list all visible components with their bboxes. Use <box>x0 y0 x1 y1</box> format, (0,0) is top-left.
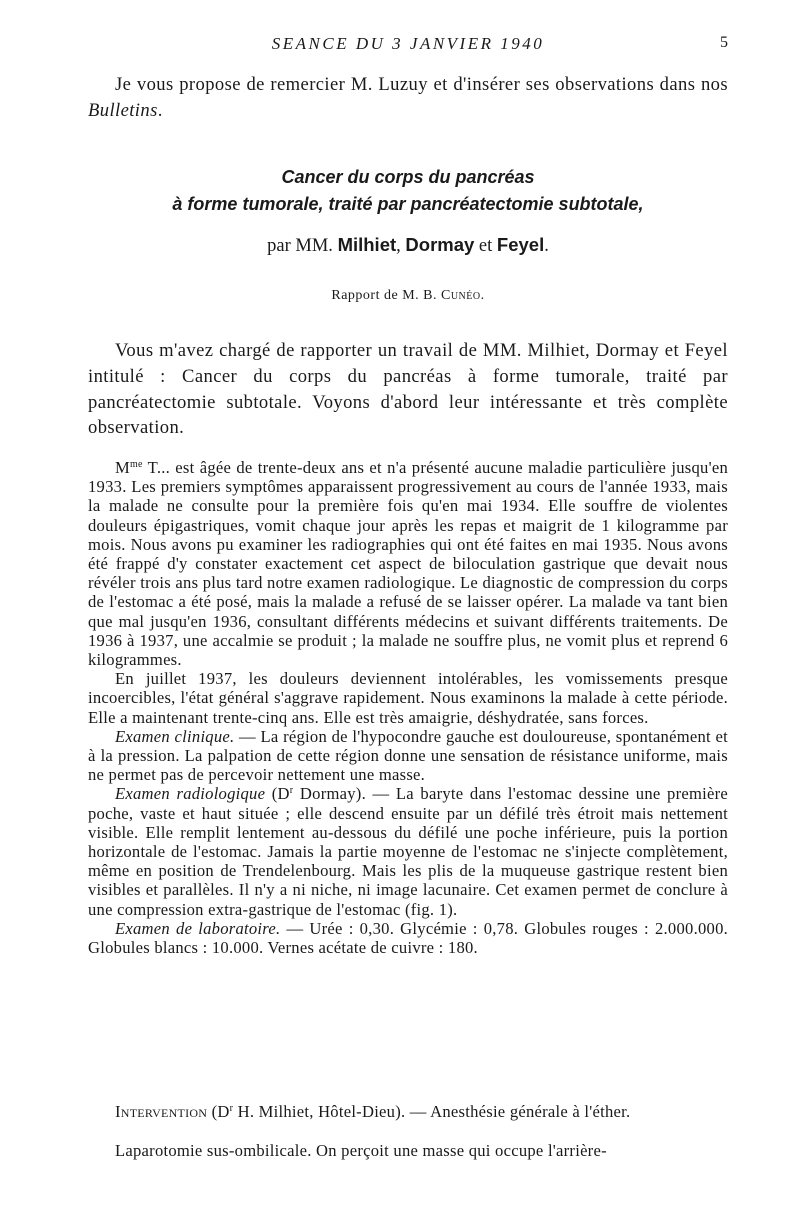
report-end: . <box>480 288 485 303</box>
author-dormay: Dormay <box>405 234 475 255</box>
title-line-1: Cancer du corps du pancréas <box>281 167 535 187</box>
observation-paragraph-1: $M^{me}$ T... est âgée de trente-deux ans et n'a présenté aucune maladie particulière jusqu'en 1933. Les premiers symptômes apparaissent progressivement au cours de l'année 1933, mais la malade ne consulte pour la première fois qu'en mai 1934. Elle souffre de violentes douleurs épigastriques, vomit chaque jour après les repas et maigrit de 1 kilogramme par mois. Nous avons pu examiner les radiographies qui ont été faites en mai 1935. Nous avons été frappé d'y constater exactement cet aspect de biloculation gastrique que devait nous révéler trois ans plus tard notre examen radiologique. Le diagnostic de compression du corps de l'estomac a été posé, mais la malade a refusé de se laisser opérer. La malade va tant bien que mal jusqu'en 1936, consultant différents médecins et suivant différents traitements. De 1936 à 1937, une accalmie se produit ; la malade ne souffre plus, ne vomit plus et reprend 6 kilogrammes. <box>88 458 728 670</box>
laboratory-exam-paragraph: Examen de laboratoire. — Urée : 0,30. Glycémie : 0,78. Globules rouges : 2.000.000. Globules blancs : 10.000. Vernes acétate de cuivre : 180. <box>88 918 729 958</box>
laparotomy-line: Laparotomie sus-ombilicale. On perçoit une masse qui occupe l'arrière- <box>115 1141 607 1160</box>
observation-paragraph-2: En juillet 1937, les douleurs deviennent intolérables, les vomissements presque incoercibles, l'état général s'aggrave rapidement. Nous examinons la malade à cette période. Elle a maintenant trente-cinq ans. Elle est très amaigrie, déshydratée, sans forces. <box>88 669 728 727</box>
report-text: Vous m'avez chargé de rapporter un travail de MM. Milhiet, Dormay et Feyel intitulé : Cancer du corps du pancréas à forme tumorale, traité par pancréatectomie subtotale. Voyons d'abord leur intéressante et très complète observation. <box>88 340 728 439</box>
running-title: SEANCE DU 3 JANVIER 1940 <box>271 34 545 53</box>
author-separator: , <box>396 236 406 256</box>
authors-end: . <box>544 236 549 256</box>
clinical-exam-paragraph: Examen clinique. — La région de l'hypocondre gauche est douloureuse, spontanément et à la pression. La palpation de cette région donne une sensation de résistance uniforme, mais ne permet pas de percevoir nettement une masse. <box>88 726 728 785</box>
authors-and: et <box>474 236 497 256</box>
intro-italic: Bulletins <box>88 99 158 121</box>
radiology-exam-paragraph: Examen radiologique ($D^r$ Dormay). — La baryte dans l'estomac dessine une première poche, vaste et haut située ; elle descend ensuite par un défilé très étroit mais nettement visible. Elle remplit lentement au-dessous du défilé une poche inférieure, puis la portion horizontale de l'estomac. Jamais la partie moyenne de l'estomac ne s'injecte complètement, même en position de Trendelenbourg. Mais les plis de la muqueuse gastrique restent bien visibles et parallèles. Il n'y a ni niche, ni image lacunaire. Cet examen permet de conclure à une compression extra-gastrique de l'estomac (fig. 1). <box>88 784 728 919</box>
author-feyel: Feyel <box>496 234 545 255</box>
clinical-exam-label: Examen clinique. <box>115 726 235 746</box>
article-title <box>88 164 728 218</box>
intervention <box>88 1102 728 1121</box>
intervention-label: Intervention <box>115 1102 208 1121</box>
radiology-exam-label: Examen radiologique <box>115 784 266 804</box>
running-header <box>88 30 728 58</box>
title-line-2: à forme tumorale, traité par pancréatectomie subtotale, <box>172 194 644 214</box>
authors-prefix: par MM. <box>267 236 338 256</box>
intervention-paragraph: Intervention ($D^r$ H. Milhiet, Hôtel-Dieu). — Anesthésie générale à l'éther. <box>115 1102 631 1121</box>
report-line <box>88 288 728 304</box>
intro-text: Je vous propose de remercier M. Luzuy et d'insérer ses observations dans nos <box>115 74 728 95</box>
intro-end: . <box>157 99 163 121</box>
page-number: 5 <box>720 34 728 51</box>
observation <box>88 458 728 957</box>
report-name: Cunéo <box>440 288 481 303</box>
report-prefix: Rapport de M. B. <box>331 288 441 303</box>
authors-line <box>88 234 728 257</box>
intro-paragraph <box>88 72 728 124</box>
author-milhiet: Milhiet <box>337 234 397 255</box>
report-paragraph <box>88 338 728 441</box>
laboratory-exam-label: Examen de laboratoire. <box>115 918 281 938</box>
